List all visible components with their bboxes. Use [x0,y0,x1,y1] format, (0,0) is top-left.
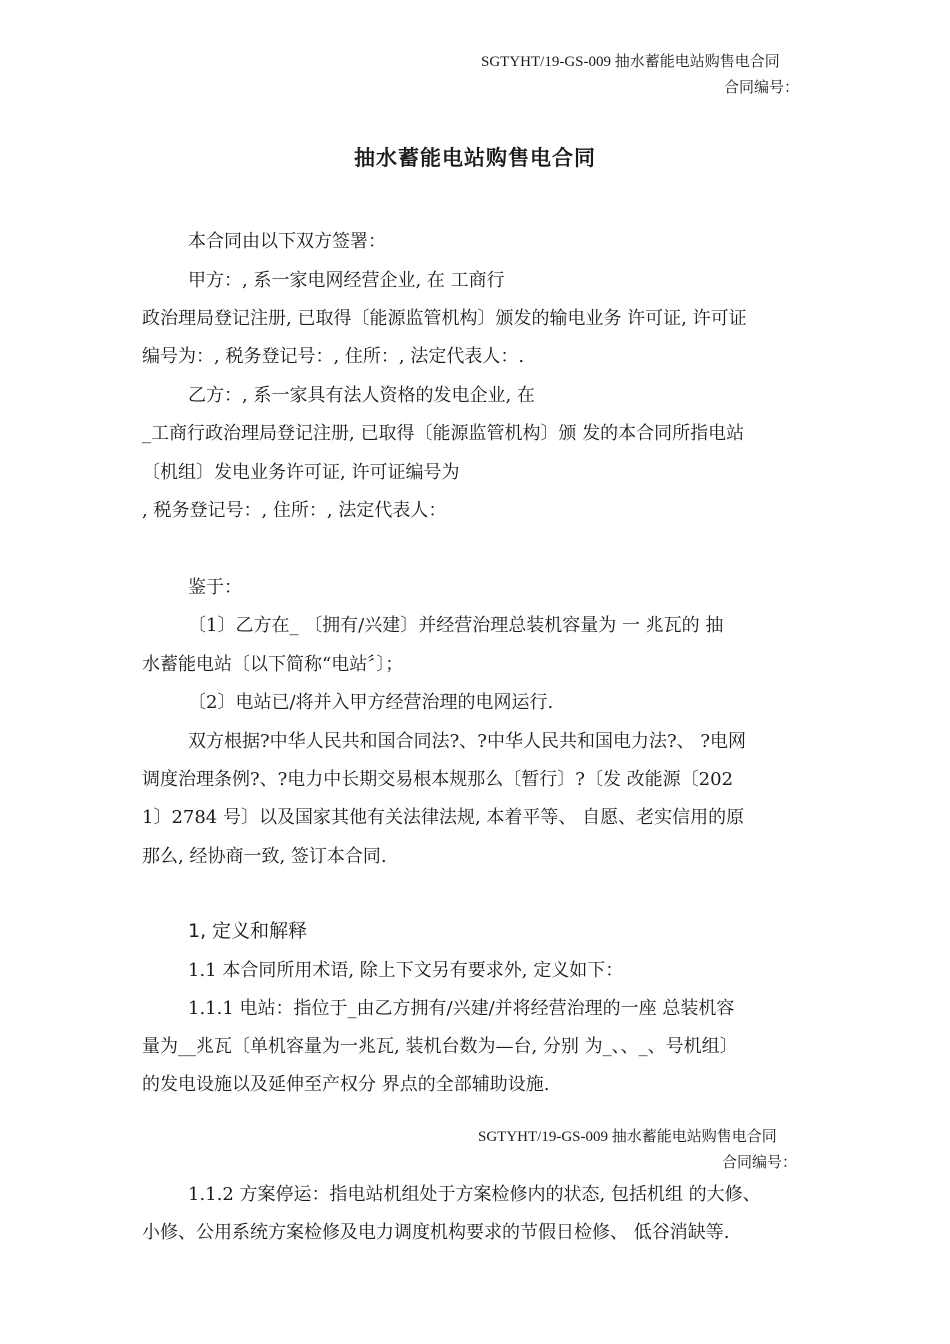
party-b-line-1: 乙方：, 系一家具有法人资格的发电企业, 在 [188,385,535,406]
party-a-line-2: 政治理局登记注册, 已取得〔能源监管机构〕颁发的输电业务 许可证, 许可证 [142,308,747,329]
whereas-label: 鉴于： [188,577,242,598]
basis-line-2: 调度治理条例?、?电力中长期交易根本规那么〔暂行〕?〔发 改能源〔202 [142,769,734,790]
party-a-line-1: 甲方：, 系一家电网经营企业, 在 工商行 [188,270,505,291]
clause-1-1-2-line-1: 1.1.2 方案停运：指电站机组处于方案检修内的状态, 包括机组 的大修、 [188,1184,761,1205]
page2-header-doc-code: SGTYHT/19-GS-009 抽水蓄能电站购售电合同 [478,1129,777,1145]
clause-1-1-2-line-2: 小修、公用系统方案检修及电力调度机构要求的节假日检修、 低谷消缺等. [142,1222,730,1243]
whereas-2-line: 〔2〕电站已/将并入甲方经营治理的电网运行. [188,692,554,713]
clause-1-1-1-line-3: 的发电设施以及延伸至产权分 界点的全部辅助设施. [142,1074,550,1095]
basis-line-4: 那么, 经协商一致, 签订本合同. [142,846,387,867]
clause-1-1-1-line-1: 1.1.1 电站：指位于_由乙方拥有/兴建/并将经营治理的一座 总装机容 [188,998,735,1019]
page2-header-contract-no: 合同编号： [722,1155,798,1171]
party-b-line-4: , 税务登记号：, 住所：, 法定代表人： [142,500,447,521]
intro-line: 本合同由以下双方签署： [188,231,386,252]
whereas-1-line-2: 水蓄能电站〔以下简称“电站〞〕； [142,654,404,675]
clause-1-1: 1.1 本合同所用术语, 除上下文另有要求外, 定义如下： [188,960,624,981]
document-title: 抽水蓄能电站购售电合同 [354,146,596,170]
header-doc-code: SGTYHT/19-GS-009 抽水蓄能电站购售电合同 [481,54,780,70]
party-b-line-3: 〔机组〕发电业务许可证, 许可证编号为 [142,462,460,483]
whereas-1-line-1: 〔1〕乙方在_ 〔拥有/兴建〕并经营治理总装机容量为 一 兆瓦的 抽 [188,615,724,636]
section-1-title: 1, 定义和解释 [188,920,308,942]
basis-line-3: 1〕2784 号〕以及国家其他有关法律法规, 本着平等、 自愿、老实信用的原 [142,807,745,828]
party-a-line-3: 编号为：, 税务登记号：, 住所：, 法定代表人：. [142,346,525,367]
clause-1-1-1-line-2: 量为__兆瓦〔单机容量为一兆瓦, 装机台数为—台, 分别 为_、、_、号机组〕 [142,1036,738,1057]
party-b-line-2: _工商行政治理局登记注册, 已取得〔能源监管机构〕颁 发的本合同所指电站 [142,423,745,444]
header-contract-no: 合同编号： [724,80,800,96]
basis-line-1: 双方根据?中华人民共和国合同法?、?中华人民共和国电力法?、 ?电网 [188,731,746,752]
